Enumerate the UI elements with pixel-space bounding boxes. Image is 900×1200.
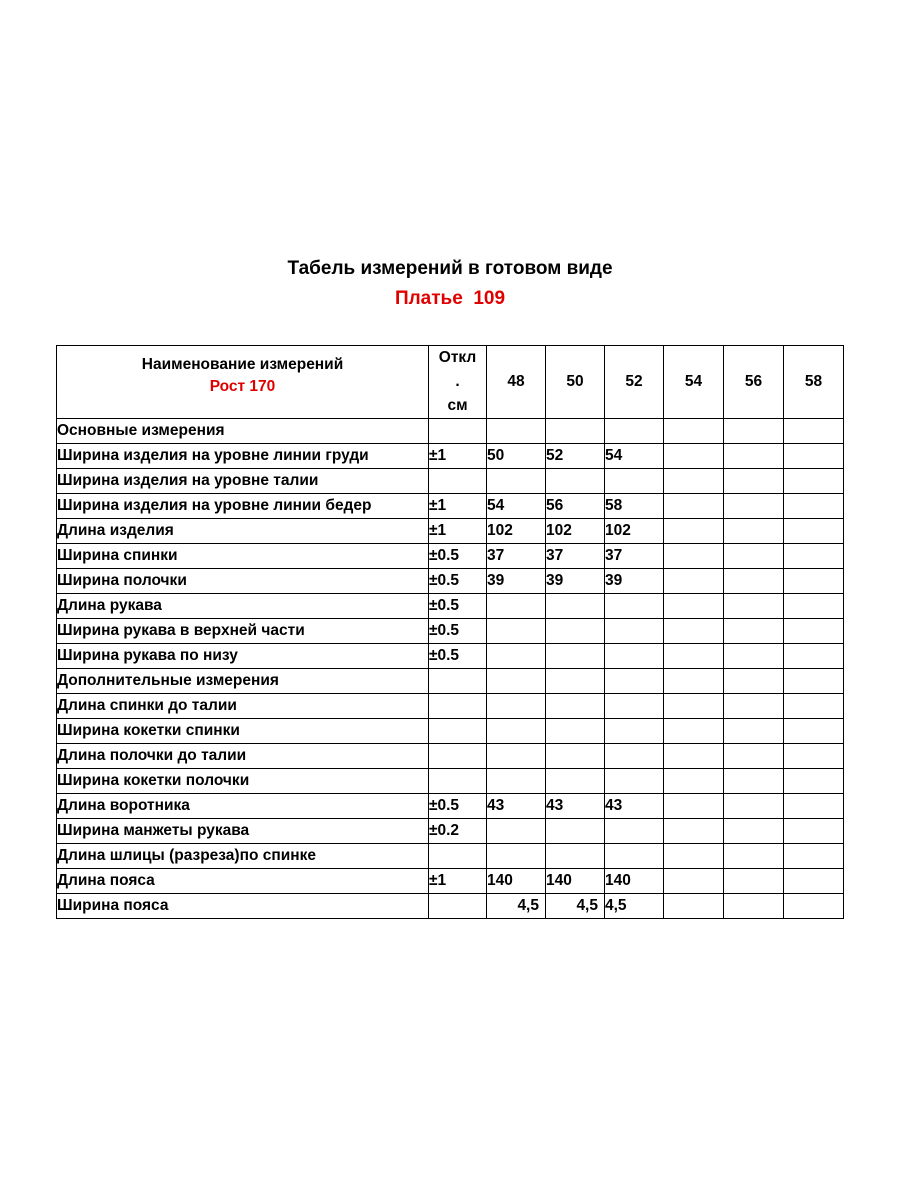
table-row [57, 819, 844, 844]
size-value-cell [546, 644, 605, 669]
size-value-cell [664, 794, 724, 819]
measurement-name: Ширина рукава в верхней части [57, 619, 429, 644]
size-value-cell: 54 [605, 444, 664, 469]
size-value-cell [664, 419, 724, 444]
size-value-cell [605, 844, 664, 869]
size-value-cell [664, 869, 724, 894]
size-value-cell [724, 419, 784, 444]
size-value-cell: 140 [487, 869, 546, 894]
size-value-cell: 37 [546, 544, 605, 569]
size-value-cell [664, 894, 724, 919]
size-value-cell [546, 744, 605, 769]
size-value-cell [487, 669, 546, 694]
measurement-name: Длина спинки до талии [57, 694, 429, 719]
size-value-cell [724, 544, 784, 569]
size-value-cell [664, 744, 724, 769]
size-value-cell [664, 469, 724, 494]
tolerance-cell [429, 669, 487, 694]
tolerance-cell: ±0.5 [429, 619, 487, 644]
size-value-cell [724, 719, 784, 744]
header-name-cell [57, 346, 429, 419]
table-row [57, 494, 844, 519]
size-value-cell [605, 694, 664, 719]
size-value-cell [784, 594, 844, 619]
size-value-cell [784, 669, 844, 694]
size-value-cell: 4,5 [546, 894, 605, 919]
size-value-cell: 52 [546, 444, 605, 469]
size-value-cell [664, 594, 724, 619]
size-value-cell [605, 744, 664, 769]
size-value-cell: 39 [605, 569, 664, 594]
size-value-cell [605, 619, 664, 644]
size-value-cell [487, 819, 546, 844]
size-value-cell [605, 819, 664, 844]
size-value-cell [784, 519, 844, 544]
size-value-cell [664, 644, 724, 669]
tolerance-cell [429, 744, 487, 769]
size-value-cell [546, 619, 605, 644]
size-value-cell [784, 419, 844, 444]
size-value-cell [664, 719, 724, 744]
size-value-cell [546, 769, 605, 794]
measurement-name: Ширина изделия на уровне талии [57, 469, 429, 494]
tolerance-cell: ±0.5 [429, 794, 487, 819]
table-row [57, 444, 844, 469]
size-value-cell [546, 844, 605, 869]
size-value-cell [784, 644, 844, 669]
measurement-name: Длина пояса [57, 869, 429, 894]
size-value-cell [724, 694, 784, 719]
tolerance-cell: ±0.5 [429, 569, 487, 594]
header-size-50: 50 [546, 346, 605, 419]
size-value-cell [664, 769, 724, 794]
table-row [57, 519, 844, 544]
size-value-cell [784, 544, 844, 569]
size-value-cell [605, 669, 664, 694]
table-row [57, 619, 844, 644]
size-value-cell [605, 719, 664, 744]
size-value-cell [724, 869, 784, 894]
measurement-name: Ширина полочки [57, 569, 429, 594]
size-value-cell: 39 [546, 569, 605, 594]
measurement-name: Ширина кокетки спинки [57, 719, 429, 744]
document-subtitle: Платье 109 [394, 288, 506, 309]
header-size-48: 48 [487, 346, 546, 419]
size-value-cell [724, 794, 784, 819]
tolerance-cell: ±1 [429, 494, 487, 519]
measurement-name: Дополнительные измерения [57, 669, 429, 694]
size-value-cell: 43 [605, 794, 664, 819]
table-row [57, 844, 844, 869]
size-value-cell [664, 444, 724, 469]
size-value-cell: 4,5 [605, 894, 664, 919]
tolerance-cell [429, 844, 487, 869]
tolerance-cell [429, 769, 487, 794]
size-value-cell [724, 569, 784, 594]
size-value-cell [784, 894, 844, 919]
header-size-52: 52 [605, 346, 664, 419]
size-value-cell [784, 619, 844, 644]
size-value-cell [784, 869, 844, 894]
size-value-cell [724, 894, 784, 919]
header-tolerance-label: Откл . см [438, 349, 477, 414]
tolerance-cell: ±0.2 [429, 819, 487, 844]
tolerance-cell [429, 469, 487, 494]
table-row [57, 644, 844, 669]
size-value-cell [784, 569, 844, 594]
table-row [57, 744, 844, 769]
size-value-cell [724, 494, 784, 519]
size-value-cell [487, 769, 546, 794]
size-value-cell [724, 644, 784, 669]
measurement-name: Ширина рукава по низу [57, 644, 429, 669]
size-value-cell [664, 669, 724, 694]
table-row [57, 869, 844, 894]
header-tolerance-cell [429, 346, 487, 419]
size-value-cell: 43 [487, 794, 546, 819]
size-value-cell [487, 644, 546, 669]
size-value-cell [546, 419, 605, 444]
header-name-label: Наименование измерений [141, 356, 344, 373]
size-value-cell: 4,5 [487, 894, 546, 919]
size-value-cell [605, 644, 664, 669]
size-value-cell [664, 694, 724, 719]
size-value-cell [664, 819, 724, 844]
header-height-label: Рост 170 [209, 378, 276, 395]
size-value-cell: 39 [487, 569, 546, 594]
size-value-cell: 50 [487, 444, 546, 469]
size-value-cell [724, 594, 784, 619]
size-value-cell [784, 819, 844, 844]
size-value-cell: 102 [487, 519, 546, 544]
measurement-name: Ширина манжеты рукава [57, 819, 429, 844]
size-value-cell: 43 [546, 794, 605, 819]
table-header-row [57, 346, 844, 419]
size-value-cell: 56 [546, 494, 605, 519]
size-value-cell [605, 419, 664, 444]
size-value-cell: 37 [487, 544, 546, 569]
size-value-cell: 102 [605, 519, 664, 544]
header-size-58: 58 [784, 346, 844, 419]
size-value-cell [546, 719, 605, 744]
size-value-cell [546, 469, 605, 494]
tolerance-cell: ±1 [429, 444, 487, 469]
size-value-cell: 54 [487, 494, 546, 519]
table-row [57, 569, 844, 594]
tolerance-cell: ±1 [429, 519, 487, 544]
measurement-name: Ширина изделия на уровне линии груди [57, 444, 429, 469]
size-value-cell [784, 469, 844, 494]
tolerance-cell [429, 719, 487, 744]
size-value-cell [784, 494, 844, 519]
measurement-name: Ширина кокетки полочки [57, 769, 429, 794]
size-value-cell [784, 694, 844, 719]
size-value-cell [546, 594, 605, 619]
size-value-cell [784, 769, 844, 794]
header-size-54: 54 [664, 346, 724, 419]
size-value-cell: 37 [605, 544, 664, 569]
size-value-cell [487, 694, 546, 719]
size-value-cell [605, 469, 664, 494]
size-value-cell [487, 419, 546, 444]
size-value-cell [487, 744, 546, 769]
size-value-cell [605, 769, 664, 794]
size-value-cell [664, 519, 724, 544]
size-value-cell [605, 594, 664, 619]
measurement-name: Длина воротника [57, 794, 429, 819]
tolerance-cell [429, 419, 487, 444]
size-value-cell [487, 719, 546, 744]
size-value-cell [784, 719, 844, 744]
measurement-table [56, 345, 844, 919]
size-value-cell [487, 619, 546, 644]
tolerance-cell: ±0.5 [429, 544, 487, 569]
size-value-cell [487, 469, 546, 494]
size-value-cell [724, 744, 784, 769]
size-value-cell [487, 594, 546, 619]
size-value-cell [724, 444, 784, 469]
size-value-cell [664, 844, 724, 869]
size-value-cell [546, 669, 605, 694]
size-value-cell [724, 769, 784, 794]
tolerance-cell [429, 894, 487, 919]
measurement-name: Основные измерения [57, 419, 429, 444]
size-value-cell [724, 844, 784, 869]
size-value-cell [784, 794, 844, 819]
table-row [57, 544, 844, 569]
header-size-56: 56 [724, 346, 784, 419]
measurement-name: Ширина спинки [57, 544, 429, 569]
table-row [57, 894, 844, 919]
measurement-name: Длина рукава [57, 594, 429, 619]
measurement-name: Длина изделия [57, 519, 429, 544]
table-row [57, 594, 844, 619]
table-row [57, 469, 844, 494]
measurement-name: Длина шлицы (разреза)по спинке [57, 844, 429, 869]
document-title: Табель измерений в готовом виде [287, 258, 613, 279]
tolerance-cell: ±1 [429, 869, 487, 894]
measurement-name: Ширина пояса [57, 894, 429, 919]
measurement-name: Длина полочки до талии [57, 744, 429, 769]
table-row [57, 719, 844, 744]
size-value-cell [664, 544, 724, 569]
size-value-cell: 102 [546, 519, 605, 544]
table-row [57, 769, 844, 794]
tolerance-cell [429, 694, 487, 719]
size-value-cell [664, 494, 724, 519]
table-row [57, 694, 844, 719]
table-row [57, 419, 844, 444]
size-value-cell: 140 [605, 869, 664, 894]
size-value-cell [784, 444, 844, 469]
size-value-cell [724, 819, 784, 844]
size-value-cell [784, 744, 844, 769]
table-row [57, 669, 844, 694]
size-value-cell: 58 [605, 494, 664, 519]
size-value-cell [724, 619, 784, 644]
tolerance-cell: ±0.5 [429, 644, 487, 669]
size-value-cell: 140 [546, 869, 605, 894]
tolerance-cell: ±0.5 [429, 594, 487, 619]
size-value-cell [664, 619, 724, 644]
size-value-cell [546, 694, 605, 719]
size-value-cell [784, 844, 844, 869]
measurement-name: Ширина изделия на уровне линии бедер [57, 494, 429, 519]
table-row [57, 794, 844, 819]
size-value-cell [664, 569, 724, 594]
size-value-cell [724, 669, 784, 694]
size-value-cell [724, 519, 784, 544]
size-value-cell [724, 469, 784, 494]
size-value-cell [546, 819, 605, 844]
size-value-cell [487, 844, 546, 869]
